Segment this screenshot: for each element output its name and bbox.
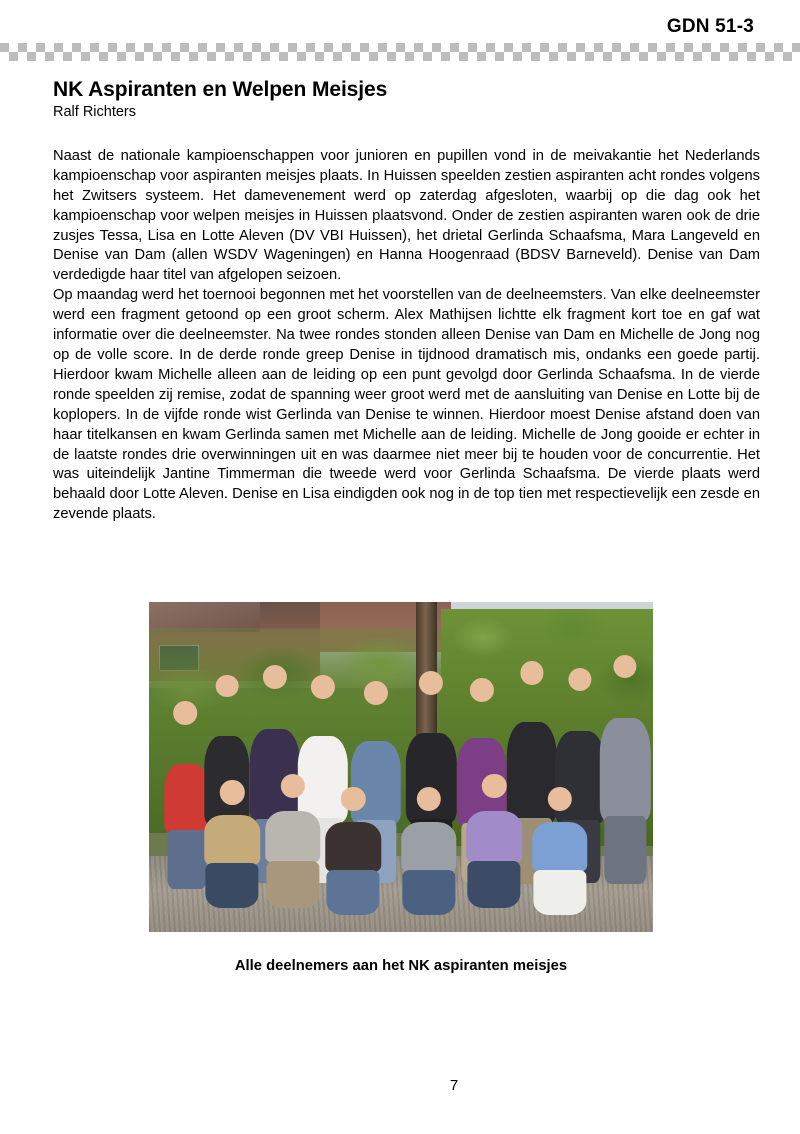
page-header — [0, 0, 800, 62]
article-paragraph: Op maandag werd het toernooi begonnen met het voorstellen van de deelneemsters. Van elke deelneemster werd een fragment getoond op een groot scherm. Alex Mathijsen lichtte elk fragment kort toe en gaf wat informatie over die deelneemster. Na twee rondes stonden alleen Denise van Dam en Michelle de Jong nog op de volle score. In de derde ronde greep Denise in tijdnood dramatisch mis, ondanks een goede partij. Hierdoor kwam Michelle alleen aan de leiding op een punt gevolgd door Gerlinda Schaafsma. In de vierde ronde speelden zij remise, zodat de spanning weer groot werd met de aansluiting van Denise en Lotte bij de koplopers. In de vijfde ronde wist Gerlinda van Denise te winnen. Hierdoor moest Denise afstand doen van haar titelkansen en kwam Gerlinda samen met Michelle aan de leiding. Michelle de Jong gooide er echter in de laatste rondes drie overwinningen uit en was daarmee niet meer bij te houden voor de concurrentie. Het was uiteindelijk Jantine Timmerman die tweede werd voor Gerlinda Schaafsma. De vierde plaats werd behaald door Lotte Aleven. Denise en Lisa eindigden ook nog in de top tien met respectievelijk een zesde en zevende plaats. — [53, 287, 760, 523]
photo-person-crouching — [401, 787, 456, 912]
photo-person-standing — [164, 701, 209, 886]
photo-person-crouching — [265, 774, 320, 906]
header-title: GDN 51-3 — [666, 16, 754, 37]
photo-person-crouching — [204, 780, 259, 905]
article-figure — [149, 602, 653, 976]
checkerboard-row-bottom — [0, 52, 800, 61]
article-byline: Ralf Richters — [53, 103, 136, 120]
article-title: NK Aspiranten en Welpen Meisjes — [53, 78, 388, 101]
photo-person-crouching — [532, 787, 587, 912]
photo-roof — [149, 602, 260, 632]
article-content — [53, 78, 760, 525]
checkerboard-divider — [0, 43, 800, 61]
photo-person-crouching — [325, 787, 380, 912]
photo-person-crouching — [467, 774, 522, 906]
article-body — [53, 147, 760, 525]
page-number-value: 7 — [449, 1077, 459, 1094]
photo-person-standing — [600, 655, 650, 879]
figure-caption: Alle deelnemers aan het NK aspiranten meisjes — [234, 958, 568, 974]
group-photo — [149, 602, 653, 932]
page-number — [0, 1078, 800, 1093]
checkerboard-row-top — [0, 43, 800, 52]
article-paragraph: Naast de nationale kampioenschappen voor junioren en pupillen vond in de meivakantie het Nederlands kampioenschap voor aspiranten meisjes plaats. In Huissen speelden zestien aspiranten acht rondes volgens het Zwitsers systeem. Het damevenement werd op zaterdag afgesloten, waarbij op die dag ook het kampioenschap voor welpen meisjes in Huissen plaatsvond. Onder de zestien aspiranten waren ook de drie zusjes Tessa, Lisa en Lotte Aleven (DV VBI Huissen), het drietal Gerlinda Schaafsma, Mara Langeveld en Denise van Dam (allen WSDV Wageningen) en Hanna Hoogenraad (BDSV Barneveld). Denise van Dam verdedigde haar titel van afgelopen seizoen. — [53, 147, 760, 284]
